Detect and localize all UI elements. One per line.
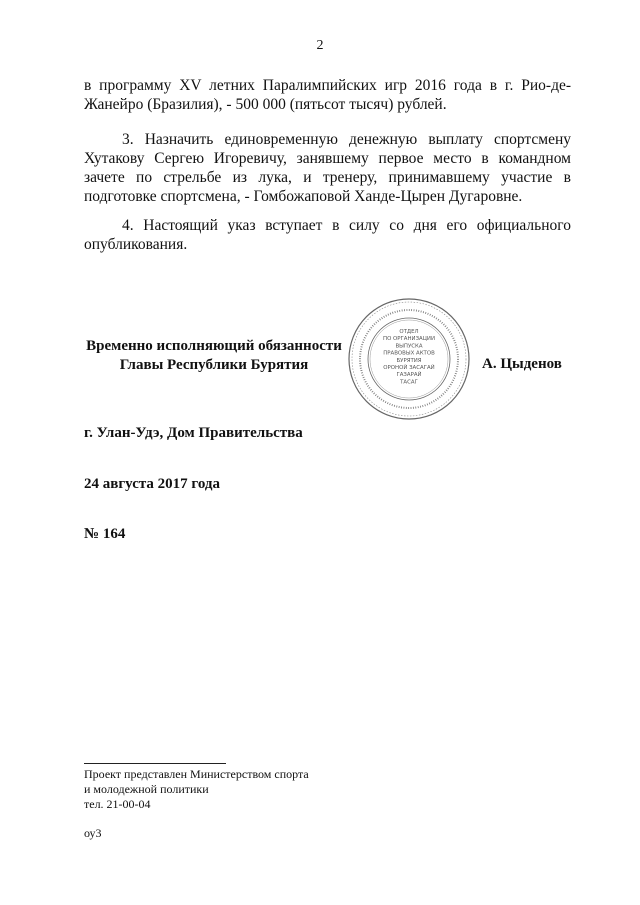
document-date: 24 августа 2017 года — [84, 476, 221, 492]
footnote-line3: тел. 21-00-04 — [84, 797, 151, 811]
signatory-name: А. Цыденов — [482, 356, 562, 372]
footnote — [84, 767, 309, 812]
seal-text-line: ПО ОРГАНИЗАЦИИ — [383, 336, 435, 343]
seal-text-line: ГАЗАРАЙ — [396, 372, 422, 379]
page-number: 2 — [316, 38, 324, 53]
footnote-line1: Проект представлен Министерством спорта — [84, 767, 309, 781]
seal-text-line: ВЫПУСКА — [395, 343, 423, 350]
paragraph-continued: в программу XV летних Паралимпийских игр 2016 года в г. Рио-де-Жанейро (Бразилия), - 500 000 (пятьсот тысяч) рублей. — [84, 77, 571, 113]
official-seal-icon — [347, 297, 471, 421]
document-place: г. Улан-Удэ, Дом Правительства — [84, 425, 303, 441]
seal-text-line: ПРАВОВЫХ АКТОВ — [383, 350, 435, 357]
footnote-line2: и молодежной политики — [84, 782, 209, 796]
document-code: оу3 — [84, 826, 102, 840]
seal-text-line: ОТДЕЛ — [399, 329, 419, 335]
signatory-title — [84, 337, 344, 375]
seal-text-line: ОРОНОЙ ЗАСАГАЙ — [383, 365, 435, 371]
signatory-title-line1: Временно исполняющий обязанности — [86, 338, 342, 354]
seal-text-line: ТАСАГ — [400, 379, 418, 386]
signatory-title-line2: Главы Республики Бурятия — [119, 357, 309, 373]
seal-text-line: БУРЯТИЯ — [396, 357, 422, 364]
paragraph-3: 3. Назначить единовременную денежную выплату спортсмену Хутакову Сергею Игоревичу, занявшему первое место в командном зачете по стрельбе из лука, и тренеру, принимавшему участие в подготовке спортсмена, - Гомбожаповой Ханде-Цырен Дугаровне. — [84, 131, 571, 205]
document-number: № 164 — [84, 526, 126, 542]
paragraph-4: 4. Настоящий указ вступает в силу со дня его официального опубликования. — [84, 217, 571, 253]
footnote-divider — [84, 763, 226, 764]
